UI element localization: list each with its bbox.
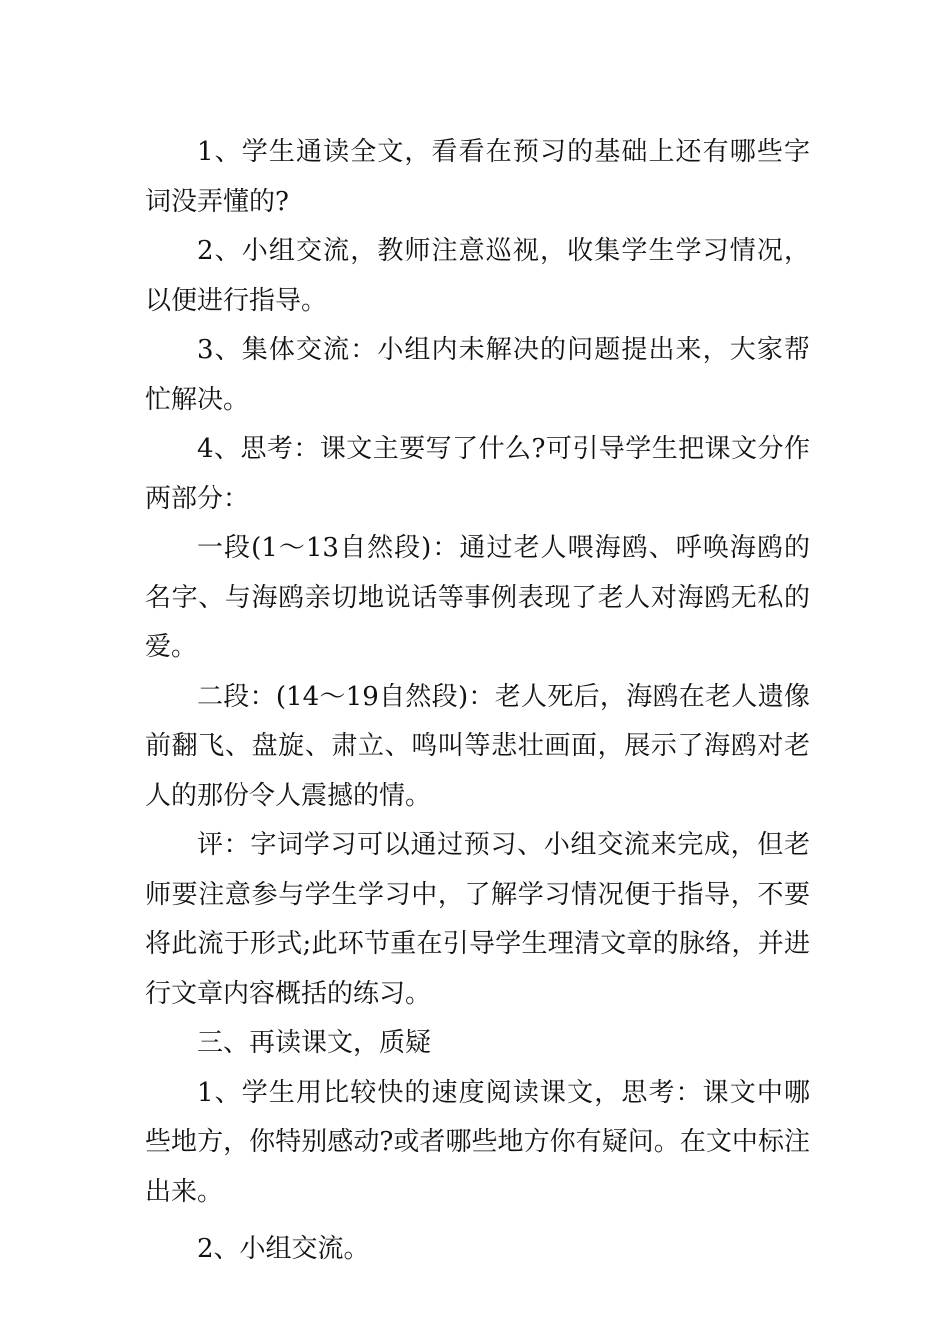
paragraph-9: 1、学生用比较快的速度阅读课文，思考：课文中哪些地方，你特别感动?或者哪些地方你有疑问。在文中标注出来。	[145, 1077, 810, 1207]
paragraph-6: 二段：(14～19自然段)：老人死后，海鸥在老人遗像前翻飞、盘旋、肃立、鸣叫等悲壮画面，展示了海鸥对老人的那份令人震撼的情。	[145, 681, 810, 811]
section-heading: 三、再读课文，质疑	[197, 1028, 432, 1058]
paragraph-1: 1、学生通读全文，看看在预习的基础上还有哪些字词没弄懂的?	[145, 137, 810, 217]
paragraph-4: 4、思考：课文主要写了什么?可引导学生把课文分作两部分：	[145, 434, 810, 514]
paragraph-5: 一段(1～13自然段)：通过老人喂海鸥、呼唤海鸥的名字、与海鸥亲切地说话等事例表现了老人对海鸥无私的爱。	[145, 533, 810, 662]
paragraph-3: 3、集体交流：小组内未解决的问题提出来，大家帮忙解决。	[145, 335, 810, 415]
paragraph-10: 2、小组交流。	[197, 1234, 370, 1264]
paragraph-2: 2、小组交流，教师注意巡视，收集学生学习情况，以便进行指导。	[145, 236, 810, 316]
paragraph-7: 评：字词学习可以通过预习、小组交流来完成，但老师要注意参与学生学习中，了解学习情况便于指导，不要将此流于形式;此环节重在引导学生理清文章的脉络，并进行文章内容概括的练习。	[145, 830, 810, 1009]
document-body	[145, 128, 810, 1275]
